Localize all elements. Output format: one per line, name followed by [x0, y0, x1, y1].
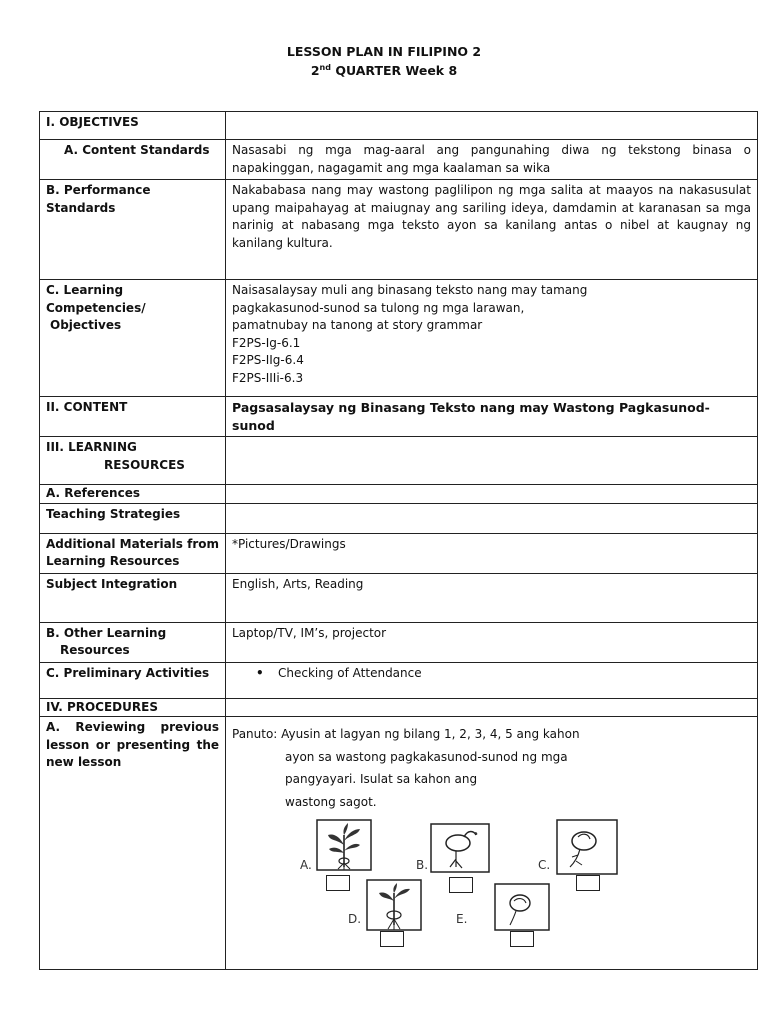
panuto-line: ayon sa wastong pagkakasunod-sunod ng mga [285, 749, 568, 764]
objectives-value [226, 112, 758, 140]
answer-box-a[interactable] [326, 875, 350, 891]
teaching-strategies-value [226, 503, 758, 533]
competency-line: Naisasalaysay muli ang binasang teksto nang may tamang [232, 283, 588, 297]
reviewing-label: A. Reviewing previous lesson or presenting the new lesson [40, 717, 226, 970]
row-competencies [40, 280, 758, 397]
panuto-line: pangyayari. Isulat sa kahon ang [285, 772, 478, 786]
picture-label-e: E. [456, 912, 468, 926]
row-objectives [40, 112, 758, 140]
lesson-plan-table [39, 111, 758, 970]
additional-materials-text: *Pictures/Drawings [226, 533, 758, 573]
row-procedures [40, 698, 758, 717]
competency-code: F2PS-IIIi-6.3 [232, 370, 304, 385]
other-resources-label [40, 622, 226, 662]
subject-integration-label: Subject Integration [40, 573, 226, 622]
content-standards-label: A. Content Standards [40, 140, 226, 180]
row-reviewing [40, 717, 758, 970]
quarter-suffix: nd [319, 63, 331, 72]
procedures-label: IV. PROCEDURES [40, 698, 226, 717]
row-content [40, 397, 758, 437]
small-plant-icon [366, 879, 422, 931]
procedures-value [226, 698, 758, 717]
references-label: A. References [40, 485, 226, 504]
list-item: • Checking of Attendance [278, 665, 751, 683]
plant-with-leaves-icon [316, 819, 372, 871]
other-resources-line2: Resources [60, 643, 130, 657]
competency-line: pamatnubay na tanong at story grammar [232, 318, 483, 332]
row-preliminary [40, 662, 758, 698]
row-learning-resources [40, 437, 758, 485]
other-resources-line1: B. Other Learning [46, 625, 167, 640]
content-standards-text: Nasasabi ng mga mag-aaral ang pangunahing diwa ng tekstong binasa o napakinggan, nagagamit ang mga kaalaman sa wika [226, 140, 758, 180]
quarter-week-title [0, 63, 768, 78]
row-subject-integration [40, 573, 758, 622]
answer-box-b[interactable] [449, 877, 473, 893]
panuto-instructions [232, 723, 751, 813]
competencies-text [226, 280, 758, 397]
preliminary-value [226, 662, 758, 698]
row-performance-standards [40, 180, 758, 280]
panuto-line: Panuto: Ayusin at lagyan ng bilang 1, 2, 3, 4, 5 ang kahon [232, 727, 580, 741]
picture-label-c: C. [538, 858, 551, 872]
answer-box-d[interactable] [380, 931, 404, 947]
row-content-standards [40, 140, 758, 180]
preliminary-label: C. Preliminary Activities [40, 662, 226, 698]
picture-label-a: A. [300, 858, 312, 872]
competency-code: F2PS-Ig-6.1 [232, 335, 301, 350]
row-additional-materials [40, 533, 758, 573]
competencies-label-line1: C. Learning Competencies/ [46, 283, 146, 315]
objectives-label: I. OBJECTIVES [40, 112, 226, 140]
learning-resources-label [40, 437, 226, 485]
row-teaching-strategies [40, 503, 758, 533]
row-other-resources [40, 622, 758, 662]
learning-resources-value [226, 437, 758, 485]
competency-line: pagkakasunod-sunod sa tulong ng mga larawan, [232, 300, 525, 315]
teaching-strategies-label: Teaching Strategies [40, 503, 226, 533]
lesson-plan-title: LESSON PLAN IN FILIPINO 2 [286, 44, 482, 59]
competencies-label-line2: Objectives [50, 318, 122, 332]
learning-resources-line1: III. LEARNING [46, 440, 137, 454]
panuto-line: wastong sagot. [285, 794, 377, 809]
reviewing-value [226, 717, 758, 970]
seed-icon [494, 883, 550, 931]
learning-resources-line2: RESOURCES [104, 457, 185, 472]
sequence-pictures [286, 819, 666, 957]
answer-box-c[interactable] [576, 875, 600, 891]
subject-integration-text: English, Arts, Reading [226, 573, 758, 622]
quarter-number: 2 [310, 63, 320, 79]
content-label: II. CONTENT [40, 397, 226, 437]
additional-materials-label: Additional Materials from Learning Resources [40, 533, 226, 573]
answer-box-e[interactable] [510, 931, 534, 947]
competency-code: F2PS-IIg-6.4 [232, 353, 304, 367]
content-text: Pagsasalaysay ng Binasang Teksto nang may Wastong Pagkasunod-sunod [226, 397, 758, 437]
other-resources-text: Laptop/TV, IM’s, projector [226, 622, 758, 662]
performance-standards-text: Nakababasa nang may wastong paglilipon ng mga salita at maayos na nakasusulat upang maipahayag at maiugnay ang sariling ideya, damdamin at karanasan sa mga narinig at nabasang mga teksto ayon sa kanilang antas o nibel at kaugnay ng kanilang kultura. [226, 180, 758, 280]
row-references [40, 485, 758, 504]
picture-label-b: B. [416, 858, 429, 872]
quarter-week-text: QUARTER Week 8 [330, 63, 458, 79]
references-value [226, 485, 758, 504]
picture-label-d: D. [348, 912, 362, 926]
seed-with-root-icon [556, 819, 618, 875]
preliminary-list [232, 665, 751, 683]
competencies-label [40, 280, 226, 397]
performance-standards-label: B. Performance Standards [40, 180, 226, 280]
seed-sprouting-icon [430, 823, 490, 873]
